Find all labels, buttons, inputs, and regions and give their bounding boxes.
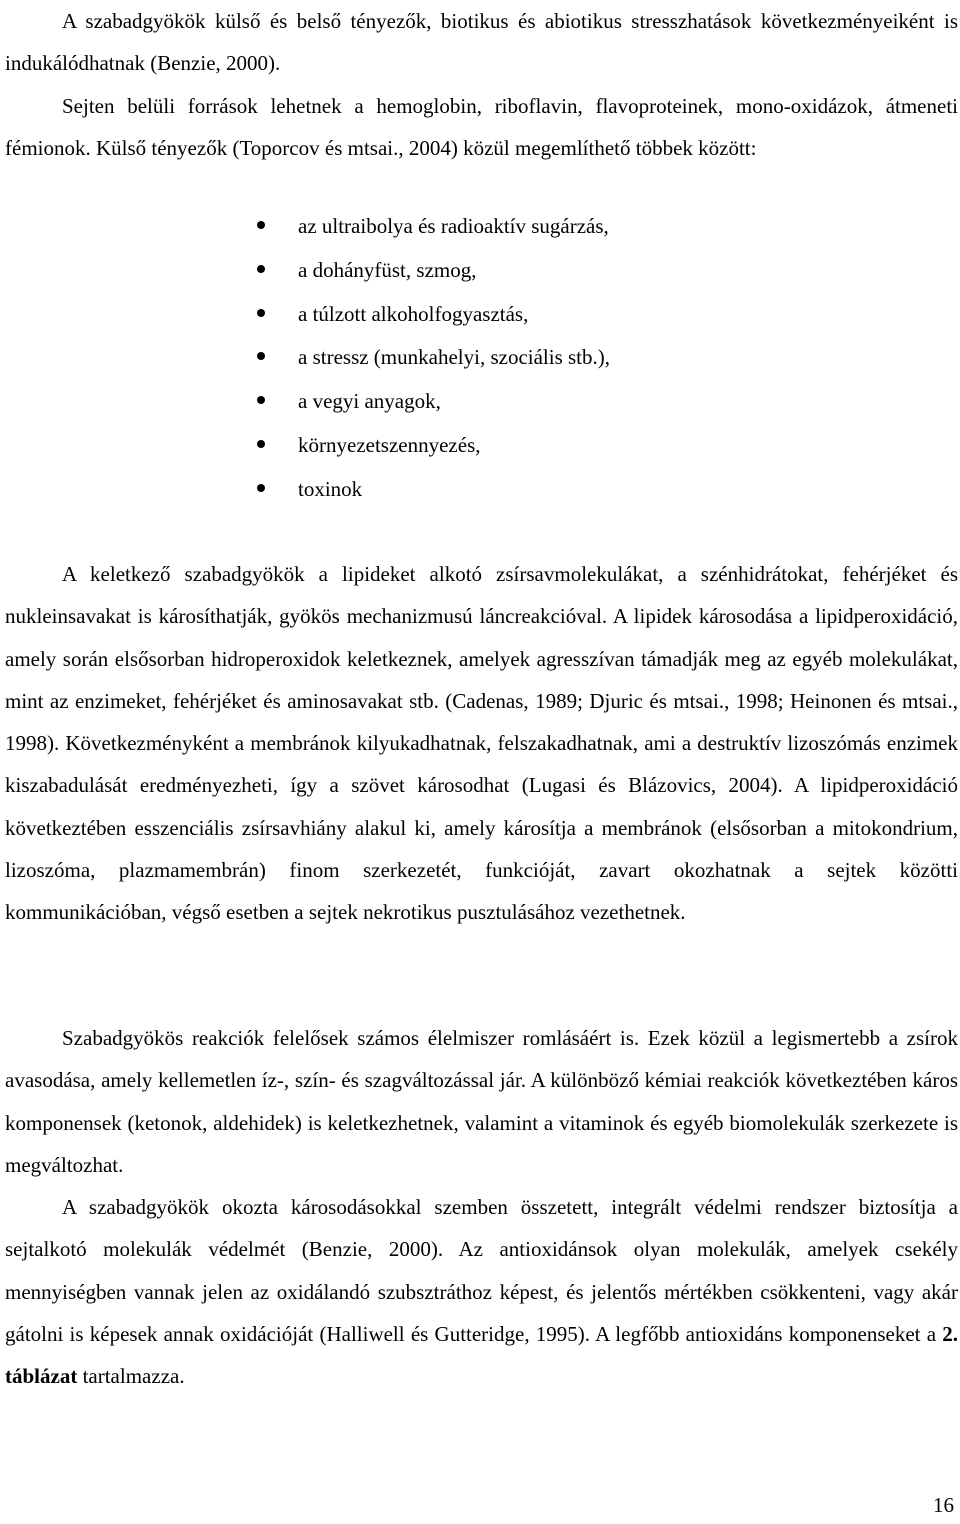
page-number: 16 (933, 1493, 954, 1517)
bullet-icon (257, 221, 265, 229)
bullet-icon (257, 309, 265, 317)
list-item (5, 336, 610, 380)
paragraph-intro-2: Sejten belüli források lehetnek a hemoglobin, riboflavin, flavoproteinek, mono-oxidázok, átmeneti fémionok. Külső tényezők (Toporcov és mtsai., 2004) közül megemlíthető többek között: (5, 93, 958, 160)
intro-section (5, 0, 958, 169)
list-item-text: toxinok (298, 476, 363, 501)
antioxidant-section (5, 1186, 958, 1397)
list-item (5, 249, 610, 293)
list-item-text: a vegyi anyagok, (298, 389, 441, 414)
list-item-text: a stressz (munkahelyi, szociális stb.), (298, 345, 611, 370)
bullet-icon (257, 440, 265, 448)
list-item (5, 380, 610, 424)
bullet-icon (257, 352, 265, 360)
food-spoilage-section (5, 1017, 958, 1186)
list-item-text: az ultraibolya és radioaktív sugárzás, (298, 214, 609, 238)
external-factors-list (5, 205, 610, 512)
paragraph-antioxidants-end: tartalmazza. (77, 1364, 185, 1389)
paragraph-intro-1: A szabadgyökök külső és belső tényezők, biotikus és abiotikus stresszhatások következményeiként is indukálódhatnak (Benzie, 2000). (5, 9, 958, 76)
list-item (5, 293, 610, 337)
table-reference: 2. táblázat (5, 1321, 958, 1389)
list-item (5, 424, 610, 468)
paragraph-antioxidants (5, 1186, 958, 1397)
paragraph-antioxidants-text: A szabadgyökök okozta károsodásokkal szemben összetett, integrált védelmi rendszer biztosítja a sejtalkotó molekulák védelmét (Benzie, 2000). Az antioxidánsok olyan molekulák, amelyek csekély mennyiségben vannak jelen az oxidálandó szubsztráthoz képest, és jelentős mértékben csökkenteni, vagy akár gátolni is képesek annak oxidációját (Halliwell és Gutteridge, 1995). A legfőbb antioxidáns komponenseket a (5, 1195, 958, 1346)
bullet-icon (257, 396, 265, 404)
paragraph-food-spoilage: Szabadgyökös reakciók felelősek számos élelmiszer romlásáért is. Ezek közül a legismertebb a zsírok avasodása, amely kellemetlen íz-, szín- és szagváltozással jár. A különböző kémiai reakciók következtében káros komponensek (ketonok, aldehidek) is keletkezhetnek, valamint a vitaminok és egyéb biomolekulák szerkezete is megváltozhat. (5, 1026, 958, 1177)
list-item-text: a túlzott alkoholfogyasztás, (298, 301, 529, 326)
bullet-icon (257, 265, 265, 273)
list-item (5, 468, 610, 512)
list-item-text: a dohányfüst, szmog, (298, 257, 477, 282)
list-item-text: környezetszennyezés, (298, 432, 481, 457)
paragraph-lipid-damage: A keletkező szabadgyökök a lipideket alkotó zsírsavmolekulákat, a szénhidrátokat, fehérjéket és nukleinsavakat is károsíthatják, gyökös mechanizmusú láncreakcióval. A lipidek károsodása a lipidperoxidáció, amely során elsősorban hidroperoxidok keletkeznek, amelyek agresszívan támadják meg az egyéb molekulákat, mint az enzimeket, fehérjéket és aminosavakat stb. (Cadenas, 1989; Djuric és mtsai., 1998; Heinonen és mtsai., 1998). Következményként a membránok kilyukadhatnak, felszakadhatnak, ami a destruktív lizoszómás enzimek kiszabadulását eredményezheti, így a szövet károsodhat (Lugasi és Blázovics, 2004). A lipidperoxidáció következtében esszenciális zsírsavhiány alakul ki, amely károsítja a membránok (elsősorban a mitokondrium, lizoszóma, plazmamembrán) finom szerkezetét, funkcióját, zavart okozhatnak a sejtek közötti kommunikációban, végső esetben a sejtek nekrotikus pusztulásához vezethetnek. (5, 562, 958, 925)
lipid-damage-section (5, 553, 958, 934)
bullet-icon (257, 484, 265, 492)
list-item (5, 205, 610, 249)
